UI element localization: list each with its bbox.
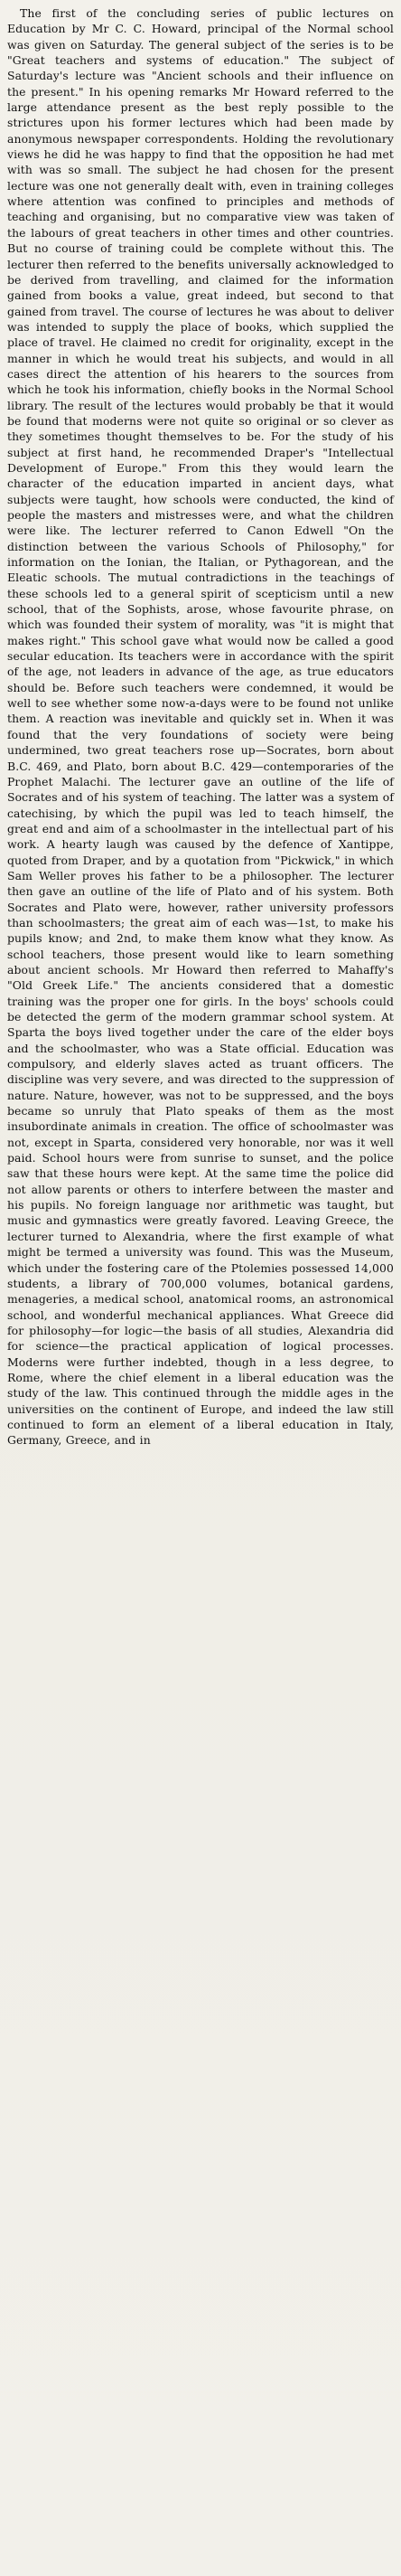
article-body: The first of the concluding series of public lectures on Education by Mr C. C. Howard, principal of the Normal school was given on Saturday. The general subject of the series is to be "Great teachers and systems of education." The subject of Saturday's lecture was "Ancient schools and their influence on the present." In his opening remarks Mr Howard referred to the large attendance present as the best reply possible to the strictures upon his former lectures which had been made by anonymous newspaper correspondents. Holding the revolutionary views he did he was happy to find that the opposition he had met with was so small. The subject he had chosen for the present lecture was one not generally dealt with, even in training colleges where attention was confined to principles and methods of teaching and organising, but no comparative view was taken of the labours of great teachers in other times and other countries. But no course of training could be complete without this. The lecturer then referred to the benefits universally acknowledged to be derived from travelling, and claimed for the information gained from books a value, great indeed, but second to that gained from travel. The course of lectures he was about to deliver was intended to supply the place of books, which supplied the place of travel. He claimed no credit for originality, except in the manner in which he would treat his subjects, and would in all cases direct the attention of his hearers to the sources from which he took his information, chiefly books in the Normal School library. The result of the lectures would probably be that it would be found that moderns were not quite so original or so clever as they sometimes thought themselves to be. For the study of his subject at first hand, he recommended Draper's "Intellectual Development of Europe." From this they would learn the character of the education imparted in ancient days, what subjects were taught, how schools were conducted, the kind of people the masters and mistresses were, and what the children were like. The lecturer referred to Canon Edwell "On the distinction between the various Schools of Philosophy," for information on the Ionian, the Italian, or Pythagorean, and the Eleatic schools. The mutual contradictions in the teachings of these schools led to a general spirit of scepticism until a new school, that of the Sophists, arose, whose favourite phrase, on which was founded their system of morality, was "it is might that makes right." This school gave what would now be called a good secular education. Its teachers were in accordance with the spirit of the age, not leaders in advance of the age, as true educators should be. Before such teachers were condemned, it would be well to see whether some now-a-days were to be found not unlike them. A reaction was inevitable and quickly set in. When it was found that the very foundations of society were being undermined, two great teachers rose up—Socrates, born about B.C. 469, and Plato, born about B.C. 429—contemporaries of the Prophet Malachi. The lecturer gave an outline of the life of Socrates and of his system of teaching. The latter was a system of catechising, by which the pupil was led to teach himself, the great end and aim of a schoolmaster in the intellectual part of his work. A hearty laugh was caused by the defence of Xantippe, quoted from Draper, and by a quotation from "Pickwick," in which Sam Weller proves his father to be a philosopher. The lecturer then gave an outline of the life of Plato and of his system. Both Socrates and Plato were, however, rather university professors than schoolmasters; the great aim of each was—1st, to make his pupils know; and 2nd, to make them know what they know. As school teachers, those present would like to learn something about ancient schools. Mr Howard then referred to Mahaffy's "Old Greek Life." The ancients considered that a domestic training was the proper one for girls. In the boys' schools could be detected the germ of the modern grammar school system. At Sparta the boys lived together under the care of the elder boys and the schoolmaster, who was a State official. Education was compulsory, and elderly slaves acted as truant officers. The discipline was very severe, and was directed to the suppression of nature. Nature, however, was not to be suppressed, and the boys became so unruly that Plato speaks of them as the most insubordinate animals in creation. The office of schoolmaster was not, except in Sparta, considered very honorable, nor was it well paid. School hours were from sunrise to sunset, and the police saw that these hours were kept. At the same time the police did not allow parents or others to interfere between the master and his pupils. No foreign language nor arithmetic was taught, but music and gymnastics were greatly favored. Leaving Greece, the lecturer turned to Alexandria, where the first example of what might be termed a university was found. This was the Museum, which under the fostering care of the Ptolemies possessed 14,000 students, a library of 700,000 volumes, botanical gardens, menageries, a medical school, anatomical rooms, an astronomical school, and wonderful mechanical appliances. What Greece did for philosophy—for logic—the basis of all studies, Alexandria did for science—the practical application of logical processes. Moderns were further indebted, though in a less degree, to Rome, where the chief element in a liberal education was the study of the law. This continued through the middle ages in the universities on the continent of Europe, and indeed the law still continued to form an element of a liberal education in Italy, Germany, Greece, and in	[7, 6, 394, 1448]
